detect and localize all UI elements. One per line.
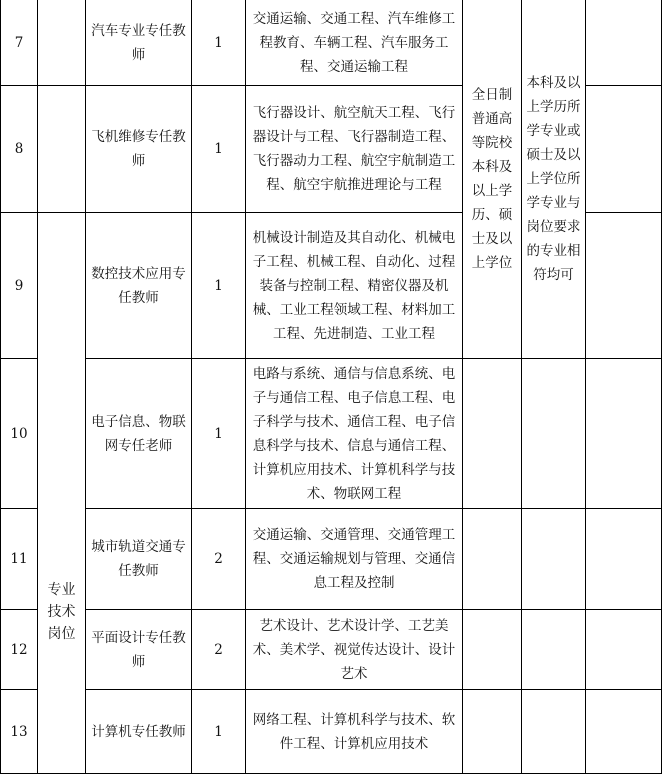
remarks-cell: [586, 0, 662, 86]
requirement-cell-empty: [522, 690, 586, 774]
remarks-cell: [586, 690, 662, 774]
other-requirement: 本科及以上学历所学专业或硕士及以上学位所学专业与岗位要求的专业相符均可: [522, 0, 586, 359]
row-number: 8: [1, 86, 38, 213]
remarks-cell: [586, 86, 662, 213]
remarks-cell: [586, 509, 662, 610]
position-category: 专业技术岗位: [47, 582, 76, 642]
education-requirement: 全日制普通高等院校本科及以上学历、硕士及以上学位: [463, 0, 522, 359]
hire-count: 1: [192, 86, 246, 213]
row-number: 13: [1, 690, 38, 774]
row-number: 7: [1, 0, 38, 86]
row-number: 12: [1, 610, 38, 690]
category-cell-empty: [38, 0, 86, 86]
position-name: 计算机专任教师: [86, 690, 192, 774]
hire-count: 1: [192, 213, 246, 359]
requirement-cell-empty: [522, 610, 586, 690]
hire-count: 1: [192, 0, 246, 86]
table-row: [1, 0, 662, 86]
education-cell-empty: [463, 359, 522, 509]
major-requirements: 艺术设计、艺术设计学、工艺美术、美术学、视觉传达设计、设计艺术: [246, 610, 463, 690]
position-name: 数控技术应用专任教师: [86, 213, 192, 359]
position-name: 城市轨道交通专任教师: [86, 509, 192, 610]
row-number: 9: [1, 213, 38, 359]
hire-count: 1: [192, 690, 246, 774]
position-name: 汽车专业专任教师: [86, 0, 192, 86]
education-cell-empty: [463, 610, 522, 690]
hire-count: 2: [192, 509, 246, 610]
education-cell-empty: [463, 509, 522, 610]
category-cell-empty: [38, 86, 86, 213]
position-name: 平面设计专任教师: [86, 610, 192, 690]
position-name: 飞机维修专任教师: [86, 86, 192, 213]
requirement-cell-empty: [522, 359, 586, 509]
table-row: [1, 509, 662, 610]
major-requirements: 网络工程、计算机科学与技术、软件工程、计算机应用技术: [246, 690, 463, 774]
table-row: [1, 610, 662, 690]
major-requirements: 交通运输、交通工程、汽车维修工程教育、车辆工程、汽车服务工程、交通运输工程: [246, 0, 463, 86]
remarks-cell: [586, 359, 662, 509]
education-cell-empty: [463, 690, 522, 774]
row-number: 10: [1, 359, 38, 509]
major-requirements: 电路与系统、通信与信息系统、电子与通信工程、电子信息工程、电子科学与技术、通信工程、电子信息科学与技术、信息与通信工程、计算机应用技术、计算机科学与技术、物联网工程: [246, 359, 463, 509]
remarks-cell: [586, 610, 662, 690]
requirement-cell-empty: [522, 509, 586, 610]
hire-count: 2: [192, 610, 246, 690]
hire-count: 1: [192, 359, 246, 509]
position-name: 电子信息、物联网专任老师: [86, 359, 192, 509]
major-requirements: 交通运输、交通管理、交通管理工程、交通运输规划与管理、交通信息工程及控制: [246, 509, 463, 610]
table-row: [1, 359, 662, 509]
major-requirements: 机械设计制造及其自动化、机械电子工程、机械工程、自动化、过程装备与控制工程、精密仪器及机械、工业工程领域工程、材料加工工程、先进制造、工业工程: [246, 213, 463, 359]
major-requirements: 飞行器设计、航空航天工程、飞行器设计与工程、飞行器制造工程、飞行器动力工程、航空宇航制造工程、航空宇航推进理论与工程: [246, 86, 463, 213]
row-number: 11: [1, 509, 38, 610]
remarks-cell: [586, 213, 662, 359]
table-row: [1, 690, 662, 774]
category-cell: [38, 213, 86, 774]
